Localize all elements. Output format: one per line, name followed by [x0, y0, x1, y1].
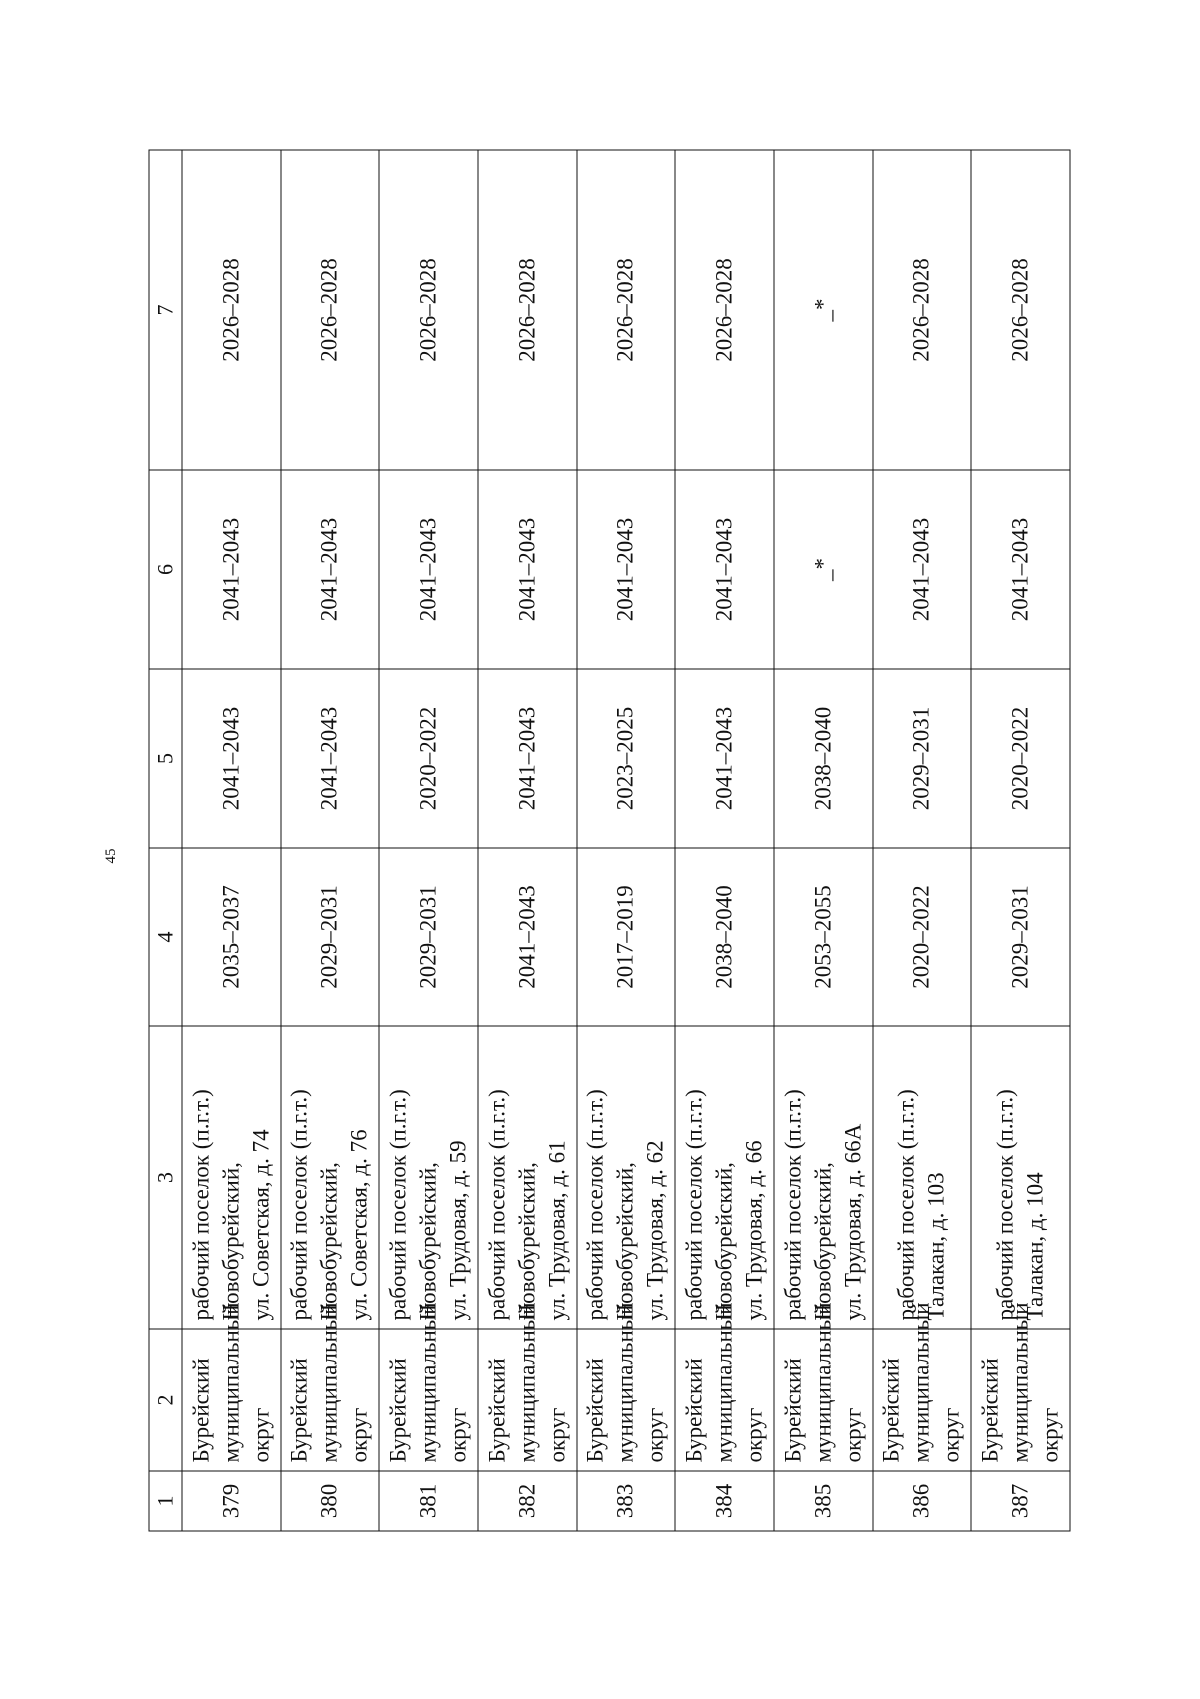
row-number-cell: 385 — [774, 1471, 873, 1531]
address-line: ул. Трудовая, д. 66 — [741, 1140, 767, 1321]
period-cell-col4: 2035–2037 — [182, 848, 281, 1026]
district-line: муниципальный — [1007, 1302, 1033, 1463]
column-header-6: 6 — [149, 470, 182, 669]
table-row — [478, 150, 577, 1531]
address-line: Талакан, д. 104 — [1022, 1172, 1048, 1321]
period-cell-col5: 2041–2043 — [478, 669, 577, 848]
period-cell-col7: 2026–2028 — [379, 150, 478, 470]
period-cell-col6: 2041–2043 — [577, 470, 676, 669]
period-cell-col6: 2041–2043 — [675, 470, 774, 669]
district-line: муниципальный — [514, 1302, 540, 1463]
district-line: округ — [938, 1407, 964, 1463]
row-number-cell: 379 — [182, 1471, 281, 1531]
district-cell — [873, 1302, 972, 1471]
period-cell-col6: 2041–2043 — [971, 470, 1070, 669]
table-frame — [149, 151, 1071, 1532]
period-cell-col4: 2053–2055 — [774, 848, 873, 1026]
header-row — [149, 150, 182, 1531]
district-line: муниципальный — [316, 1302, 342, 1463]
period-cell-col6: _* — [774, 470, 873, 669]
district-cell — [281, 1302, 380, 1471]
district-line: округ — [741, 1407, 767, 1463]
district-line: округ — [544, 1407, 570, 1463]
address-line: рабочий поселок (п.г.т.) — [893, 1089, 919, 1321]
district-line: муниципальный — [612, 1302, 638, 1463]
column-header-1: 1 — [149, 1471, 182, 1531]
period-cell-col6: 2041–2043 — [182, 470, 281, 669]
district-cell — [675, 1302, 774, 1471]
address-line: Талакан, д. 103 — [923, 1172, 949, 1321]
district-cell — [379, 1302, 478, 1471]
address-line: рабочий поселок (п.г.т.) — [385, 1089, 411, 1321]
table-row — [182, 150, 281, 1531]
period-cell-col5: 2041–2043 — [281, 669, 380, 848]
address-line: ул. Трудовая, д. 66А — [840, 1123, 866, 1321]
table-body — [149, 150, 1070, 1531]
address-line: Новобурейский, — [810, 1162, 836, 1321]
table-row — [971, 150, 1070, 1531]
period-cell-col5: 2038–2040 — [774, 669, 873, 848]
address-line: Новобурейский, — [415, 1162, 441, 1321]
district-line: Бурейский — [385, 1358, 411, 1463]
period-cell-col7: 2026–2028 — [182, 150, 281, 470]
district-line: Бурейский — [484, 1358, 510, 1463]
address-cell — [281, 1026, 380, 1329]
district-line: округ — [840, 1407, 866, 1463]
row-number-cell: 380 — [281, 1471, 380, 1531]
row-number-cell: 386 — [873, 1471, 972, 1531]
period-cell-col7: 2026–2028 — [873, 150, 972, 470]
district-line: округ — [642, 1407, 668, 1463]
address-line: ул. Трудовая, д. 59 — [445, 1140, 471, 1321]
period-cell-col5: 2041–2043 — [675, 669, 774, 848]
address-line: ул. Советская, д. 74 — [248, 1129, 274, 1321]
district-line: Бурейский — [188, 1358, 214, 1463]
column-header-3: 3 — [149, 1026, 182, 1329]
period-cell-col5: 2029–2031 — [873, 669, 972, 848]
period-cell-col4: 2020–2022 — [873, 848, 972, 1026]
period-cell-col6: 2041–2043 — [379, 470, 478, 669]
column-header-7: 7 — [149, 150, 182, 470]
period-cell-col7: 2026–2028 — [971, 150, 1070, 470]
period-cell-col7: 2026–2028 — [478, 150, 577, 470]
period-cell-col6: 2041–2043 — [478, 470, 577, 669]
district-line: Бурейский — [878, 1358, 904, 1463]
address-line: рабочий поселок (п.г.т.) — [992, 1089, 1018, 1321]
address-line: рабочий поселок (п.г.т.) — [582, 1089, 608, 1321]
district-line: округ — [1037, 1407, 1063, 1463]
column-header-2: 2 — [149, 1329, 182, 1471]
address-line: Новобурейский, — [612, 1162, 638, 1321]
address-cell — [577, 1026, 676, 1329]
period-cell-col5: 2041–2043 — [182, 669, 281, 848]
period-cell-col4: 2041–2043 — [478, 848, 577, 1026]
district-cell — [577, 1302, 676, 1471]
row-number-cell: 384 — [675, 1471, 774, 1531]
table-row — [379, 150, 478, 1531]
district-line: Бурейский — [582, 1358, 608, 1463]
period-cell-col7: _* — [774, 150, 873, 470]
address-cell — [675, 1026, 774, 1329]
district-line: муниципальный — [810, 1302, 836, 1463]
address-cell — [774, 1026, 873, 1329]
table-row — [577, 150, 676, 1531]
district-line: муниципальный — [908, 1302, 934, 1463]
period-cell-col4: 2029–2031 — [281, 848, 380, 1026]
period-cell-col6: 2041–2043 — [281, 470, 380, 669]
page-number: 45 — [103, 848, 119, 864]
period-cell-col5: 2020–2022 — [379, 669, 478, 848]
period-cell-col4: 2017–2019 — [577, 848, 676, 1026]
column-header-5: 5 — [149, 669, 182, 848]
district-line: округ — [248, 1407, 274, 1463]
period-cell-col7: 2026–2028 — [577, 150, 676, 470]
district-cell — [182, 1302, 281, 1471]
address-line: Новобурейский, — [711, 1162, 737, 1321]
period-cell-col6: 2041–2043 — [873, 470, 972, 669]
period-cell-col7: 2026–2028 — [675, 150, 774, 470]
district-line: округ — [445, 1407, 471, 1463]
address-cell — [971, 1026, 1070, 1329]
address-line: рабочий поселок (п.г.т.) — [188, 1089, 214, 1321]
period-cell-col4: 2029–2031 — [971, 848, 1070, 1026]
address-line: Новобурейский, — [218, 1162, 244, 1321]
address-line: рабочий поселок (п.г.т.) — [286, 1089, 312, 1321]
address-line: рабочий поселок (п.г.т.) — [681, 1089, 707, 1321]
period-cell-col7: 2026–2028 — [281, 150, 380, 470]
period-cell-col5: 2020–2022 — [971, 669, 1070, 848]
row-number-cell: 382 — [478, 1471, 577, 1531]
district-line: Бурейский — [286, 1358, 312, 1463]
table-row — [281, 150, 380, 1531]
address-line: ул. Трудовая, д. 61 — [544, 1140, 570, 1321]
table-row — [675, 150, 774, 1531]
district-line: Бурейский — [681, 1358, 707, 1463]
district-line: Бурейский — [977, 1358, 1003, 1463]
district-line: Бурейский — [780, 1358, 806, 1463]
address-line: Новобурейский, — [514, 1162, 540, 1321]
address-cell — [182, 1026, 281, 1329]
table-row — [873, 150, 972, 1531]
row-number-cell: 387 — [971, 1471, 1070, 1531]
district-line: муниципальный — [415, 1302, 441, 1463]
row-number-cell: 381 — [379, 1471, 478, 1531]
address-line: ул. Советская, д. 76 — [346, 1129, 372, 1321]
district-line: муниципальный — [711, 1302, 737, 1463]
address-cell — [379, 1026, 478, 1329]
column-header-4: 4 — [149, 848, 182, 1026]
address-line: рабочий поселок (п.г.т.) — [780, 1089, 806, 1321]
address-cell — [478, 1026, 577, 1329]
address-cell — [873, 1026, 972, 1329]
district-cell — [971, 1302, 1070, 1471]
period-cell-col4: 2038–2040 — [675, 848, 774, 1026]
period-cell-col4: 2029–2031 — [379, 848, 478, 1026]
row-number-cell: 383 — [577, 1471, 676, 1531]
housing-registry-table — [149, 150, 1071, 1532]
period-cell-col5: 2023–2025 — [577, 669, 676, 848]
district-line: округ — [346, 1407, 372, 1463]
address-line: ул. Трудовая, д. 62 — [642, 1140, 668, 1321]
table-row — [774, 150, 873, 1531]
district-cell — [478, 1302, 577, 1471]
district-line: муниципальный — [218, 1302, 244, 1463]
district-cell — [774, 1302, 873, 1471]
address-line: Новобурейский, — [316, 1162, 342, 1321]
address-line: рабочий поселок (п.г.т.) — [484, 1089, 510, 1321]
